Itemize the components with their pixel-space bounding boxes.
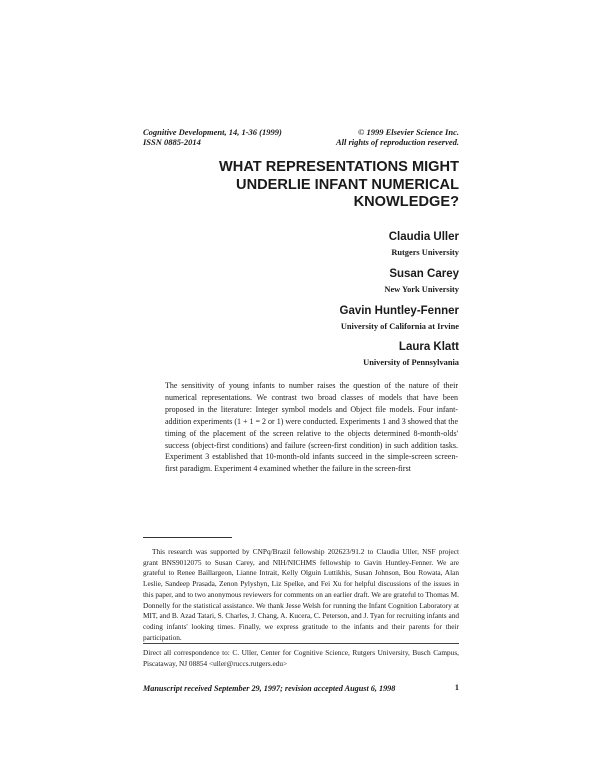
title-line: KNOWLEDGE? [353,194,459,211]
manuscript-received: Manuscript received September 29, 1997; revision accepted August 6, 1998 [143,684,396,693]
rights-line: All rights of reproduction reserved. [335,137,459,147]
title-line: UNDERLIE INFANT NUMERICAL [236,176,459,193]
journal-citation [143,127,282,147]
paper-title [150,159,459,212]
author-name: Laura Klatt [398,341,459,353]
author-name: Claudia Uller [388,231,459,243]
author-affiliation: University of Pennsylvania [363,358,459,367]
journal-line: Cognitive Development, 14, 1-36 (1999) [143,127,282,137]
copyright-line: © 1999 Elsevier Science Inc. [357,127,459,137]
author-block [340,304,460,332]
footnote-divider [143,643,459,644]
author-affiliation: Rutgers University [391,248,459,257]
author-name: Gavin Huntley-Fenner [339,305,459,317]
copyright-block [336,127,459,147]
author-block [389,230,459,258]
author-block [363,340,459,368]
title-line: WHAT REPRESENTATIONS MIGHT [219,159,459,175]
author-block [384,267,459,295]
author-affiliation: New York University [384,285,459,294]
author-affiliation: University of California at Irvine [340,322,459,331]
footnote-separator [143,537,232,538]
abstract: The sensitivity of young infants to number raises the question of the nature of their numerical representations. We contrast two broad classes of models that have been proposed in the literature: Integer symbol models and Object file models. Four infant-addition experiments (1 + 1 = 2 or 1) were conducted. Experiments 1 and 3 showed that the timing of the placement of the screen relative to the objects determined 8-month-olds' success (object-first conditions) and failure (screen-first condition) in such addition tasks. Experiment 3 established that 10-month-old infants succeed in the simple-screen screen-first paradigm. Experiment 4 examined whether the failure in the screen-first [165,381,458,474]
correspondence-footnote: Direct all correspondence to: C. Uller, Center for Cognitive Science, Rutgers University, Busch Campus, Piscataway, NJ 08854 <uller@ruccs.rutgers.edu> [143,648,459,668]
page-number: 1 [454,683,459,692]
issn-line: ISSN 0885-2014 [143,137,201,147]
author-name: Susan Carey [389,268,459,280]
acknowledgment-footnote: This research was supported by CNPq/Brazil fellowship 202623/91.2 to Claudia Uller, NSF project grant BNS9012075 to Susan Carey, and NIH/NICHMS fellowship to Gavin Huntley-Fenner. We are grateful to Renee Baillargeon, Lianne Intrait, Kelly Olguin Luttikhis, Susan Johnson, Bou Rowata, Alan Leslie, Sandeep Prasada, Zenon Pylyshyn, Liz Spelke, and Fei Xu for helpful discussions of the issues in this paper, and to two anonymous reviewers for comments on an earlier draft. We are grateful to Thomas M. Donnelly for the statistical assistance. We thank Jesse Welsh for running the Infant Cognition Laboratory at MIT, and B. Azad Tatari, S. Charles, J. Chang, A. Kucera, C. Peterson, and J. Tyan for recruiting infants and coding infants' looking times. Finally, we express gratitude to the infants and their parents for their participation. [143,547,459,642]
